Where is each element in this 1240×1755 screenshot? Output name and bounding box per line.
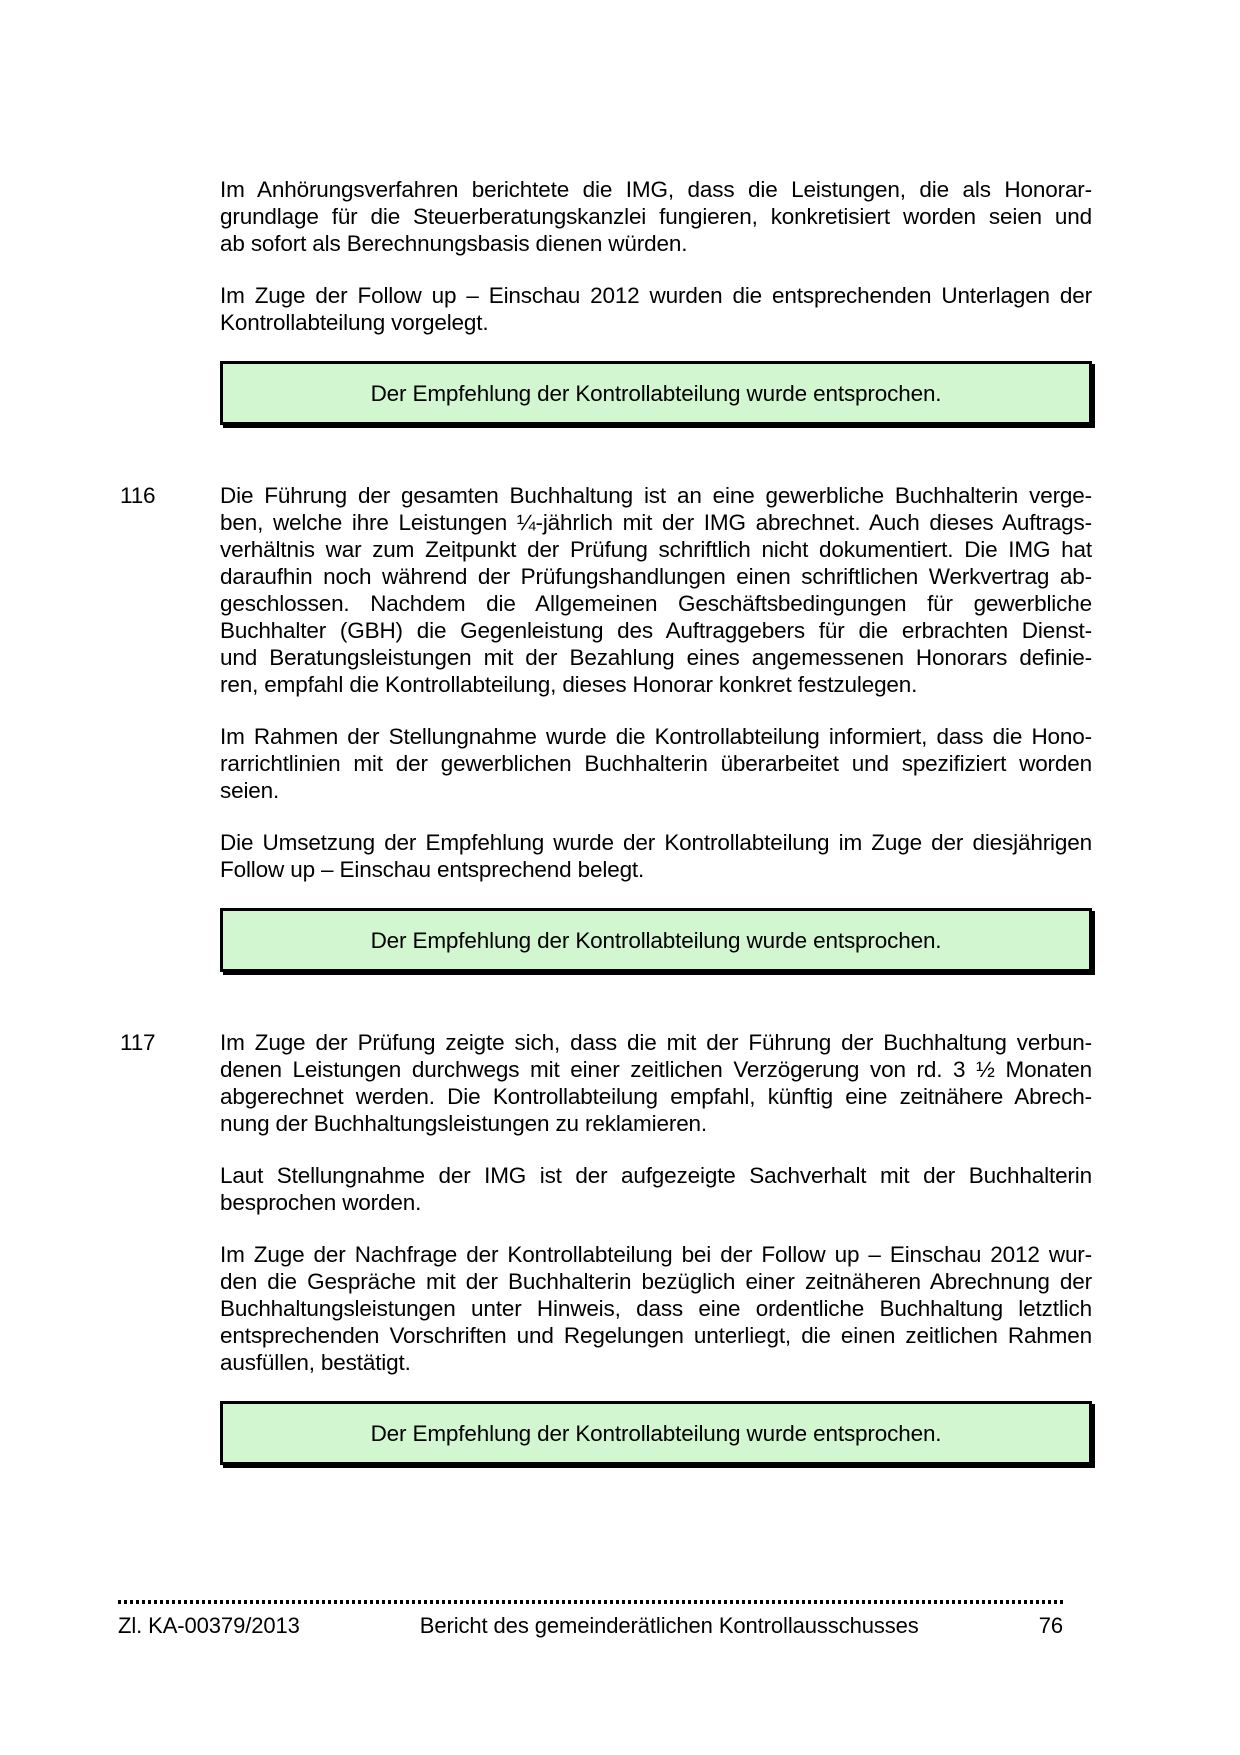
text-line: Im Rahmen der Stellungnahme wurde die Kontrollabteilung informiert, dass die Hono- bbox=[220, 724, 1092, 749]
text-line: daraufhin noch während der Prüfungshandlungen einen schriftlichen Werkvertrag ab- bbox=[220, 564, 1092, 589]
text-line: geschlossen. Nachdem die Allgemeinen Geschäftsbedingungen für gewerbliche bbox=[220, 591, 1092, 616]
text-line: Die Führung der gesamten Buchhaltung ist an eine gewerbliche Buchhalterin verge- bbox=[220, 483, 1092, 508]
report-body bbox=[120, 176, 1092, 1465]
text-line: besprochen worden. bbox=[220, 1190, 422, 1215]
body-paragraph bbox=[220, 1162, 1092, 1216]
body-paragraph bbox=[220, 1029, 1092, 1137]
text-line: entsprechenden Vorschriften und Regelungen unterliegt, die einen zeitlichen Rahmen bbox=[220, 1323, 1092, 1348]
text-line: Buchhalter (GBH) die Gegenleistung des Auftraggebers für die erbrachten Dienst- bbox=[220, 618, 1092, 643]
section-paragraphs bbox=[220, 176, 1092, 425]
text-line: Buchhaltungsleistungen unter Hinweis, dass eine ordentliche Buchhaltung letztlich bbox=[220, 1296, 1092, 1321]
recommendation-text: Der Empfehlung der Kontrollabteilung wurde entsprochen. bbox=[370, 927, 942, 953]
footer-reference: Zl. KA-00379/2013 bbox=[118, 1613, 300, 1638]
section-paragraphs bbox=[220, 1029, 1092, 1465]
recommendation-text: Der Empfehlung der Kontrollabteilung wurde entsprochen. bbox=[370, 380, 942, 406]
text-line: Im Zuge der Nachfrage der Kontrollabteilung bei der Follow up – Einschau 2012 wur- bbox=[220, 1242, 1092, 1267]
text-line: ben, welche ihre Leistungen ¼-jährlich mit der IMG abrechnet. Auch dieses Auftrags- bbox=[220, 510, 1092, 535]
body-paragraph bbox=[220, 723, 1092, 804]
text-line: Die Umsetzung der Empfehlung wurde der Kontrollabteilung im Zuge der diesjährigen bbox=[220, 830, 1092, 855]
paragraph-number: 116 bbox=[120, 483, 156, 508]
text-line: abgerechnet werden. Die Kontrollabteilung empfahl, künftig eine zeitnähere Abrech- bbox=[220, 1084, 1092, 1109]
footer-page-number: 76 bbox=[1038, 1613, 1063, 1638]
body-paragraph bbox=[220, 282, 1092, 336]
report-section bbox=[120, 482, 1092, 972]
text-line: grundlage für die Steuerberatungskanzlei fungieren, konkretisiert worden seien und bbox=[220, 204, 1092, 229]
text-line: seien. bbox=[220, 778, 280, 803]
text-line: Im Zuge der Follow up – Einschau 2012 wurden die entsprechenden Unterlagen der bbox=[220, 283, 1092, 308]
page-footer bbox=[118, 1600, 1063, 1639]
text-line: Follow up – Einschau entsprechend belegt. bbox=[220, 857, 645, 882]
body-paragraph bbox=[220, 176, 1092, 257]
text-line: Im Anhörungsverfahren berichtete die IMG, dass die Leistungen, die als Honorar- bbox=[220, 177, 1092, 202]
text-line: den die Gespräche mit der Buchhalterin bezüglich einer zeitnäheren Abrechnung der bbox=[220, 1269, 1092, 1294]
text-line: ren, empfahl die Kontrollabteilung, dieses Honorar konkret festzulegen. bbox=[220, 672, 918, 697]
footer-title: Bericht des gemeinderätlichen Kontrollausschusses bbox=[419, 1613, 919, 1638]
text-line: verhältnis war zum Zeitpunkt der Prüfung schriftlich nicht dokumentiert. Die IMG hat bbox=[220, 537, 1092, 562]
text-line: ab sofort als Berechnungsbasis dienen würden. bbox=[220, 231, 688, 256]
report-section bbox=[220, 176, 1092, 425]
text-line: Laut Stellungnahme der IMG ist der aufgezeigte Sachverhalt mit der Buchhalterin bbox=[220, 1163, 1092, 1188]
text-line: rarrichtlinien mit der gewerblichen Buchhalterin überarbeitet und spezifiziert worden bbox=[220, 751, 1092, 776]
body-paragraph bbox=[220, 1241, 1092, 1376]
body-paragraph bbox=[220, 482, 1092, 698]
report-section bbox=[120, 1029, 1092, 1465]
recommendation-box bbox=[220, 361, 1092, 425]
footer-divider bbox=[118, 1600, 1063, 1604]
text-line: nung der Buchhaltungsleistungen zu reklamieren. bbox=[220, 1111, 708, 1136]
recommendation-box bbox=[220, 1401, 1092, 1465]
paragraph-number: 117 bbox=[120, 1030, 156, 1055]
text-line: ausfüllen, bestätigt. bbox=[220, 1350, 411, 1375]
recommendation-text: Der Empfehlung der Kontrollabteilung wurde entsprochen. bbox=[370, 1420, 942, 1446]
recommendation-box bbox=[220, 908, 1092, 972]
text-line: denen Leistungen durchwegs mit einer zeitlichen Verzögerung von rd. 3 ½ Monaten bbox=[220, 1057, 1092, 1082]
text-line: und Beratungsleistungen mit der Bezahlung eines angemessenen Honorars definie- bbox=[220, 645, 1092, 670]
text-line: Kontrollabteilung vorgelegt. bbox=[220, 310, 489, 335]
text-line: Im Zuge der Prüfung zeigte sich, dass die mit der Führung der Buchhaltung verbun- bbox=[220, 1030, 1092, 1055]
body-paragraph bbox=[220, 829, 1092, 883]
section-paragraphs bbox=[220, 482, 1092, 972]
footer-row bbox=[118, 1613, 1063, 1639]
